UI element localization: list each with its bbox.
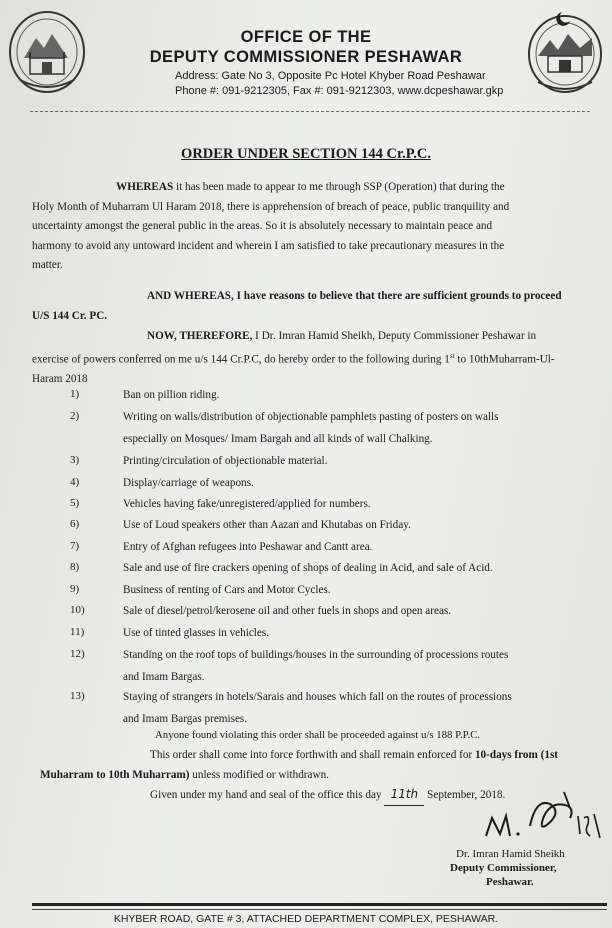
item-number: 5) [70, 497, 80, 509]
list-item: Use of Loud speakers other than Aazan and Khutabas on Friday. [123, 519, 411, 531]
list-item: Writing on walls/distribution of objectionable pamphlets pasting of posters on walls especially on Mosques/ Imam Bargah and all kinds of wall Chalking. [123, 411, 499, 445]
list-item: Sale and use of fire crackers opening of shops of dealing in Acid, and sale of Acid. [123, 562, 493, 574]
and-whereas-paragraph: AND WHEREAS, I have reasons to believe that there are sufficient grounds to proceed U/S 144 Cr. PC. [32, 290, 562, 322]
office-line-1: OFFICE OF THE [240, 28, 372, 46]
signatory-place: Peshawar. [486, 876, 534, 888]
office-address: Address: Gate No 3, Opposite Pc Hotel Khyber Road Peshawar [175, 70, 486, 82]
office-line-2: DEPUTY COMMISSIONER PESHAWAR [149, 48, 463, 66]
list-item: Business of renting of Cars and Motor Cycles. [123, 584, 331, 596]
footer-rule-thin [32, 909, 607, 910]
signature-scribble-icon [478, 778, 608, 848]
signatory-name: Dr. Imran Hamid Sheikh [456, 848, 565, 860]
list-item: Entry of Afghan refugees into Peshawar and Cantt area. [123, 541, 373, 553]
item-number: 1) [70, 388, 80, 400]
now-therefore-paragraph: NOW, THEREFORE, I Dr. Imran Hamid Sheikh, Deputy Commissioner Peshawar in exercise of powers conferred on me u/s 144 Cr.P.C, do hereby order to the following during 1st to 10thMuharram-Ul- Haram 2018 [32, 330, 555, 385]
list-item: Standing on the roof tops of buildings/houses in the surrounding of processions routes and Imam Bargas. [123, 649, 509, 683]
item-number: 11) [70, 626, 85, 638]
list-item: Printing/circulation of objectionable material. [123, 455, 328, 467]
list-item: Use of tinted glasses in vehicles. [123, 627, 270, 639]
whereas-paragraph: WHEREAS it has been made to appear to me through SSP (Operation) that during the Holy Month of Muharram Ul Haram 2018, there is apprehension of breach of peace, public tranquility and uncertainty amongst the general public in the areas. So it is absolutely necessary to maintain peace and harmony to avoid any untoward incident and wherein I am satisfied to take precautionary measures in the matter. [32, 181, 510, 272]
whereas-lead: WHEREAS [116, 181, 174, 193]
list-item: Staying of strangers in hotels/Sarais and houses which fall on the routes of processions and Imam Bargas premises. [123, 691, 512, 725]
header-divider [30, 111, 590, 112]
item-number: 2) [70, 410, 80, 422]
given-under-clause: Given under my hand and seal of the office this day 11th September, 2018. [32, 785, 585, 806]
list-item: Sale of diesel/petrol/kerosene oil and other fuels in shops and open areas. [123, 605, 452, 617]
item-number: 10) [70, 604, 85, 616]
office-contact: Phone #: 091-9212305, Fax #: 091-9212303, www.dcpeshawar.gkp [175, 85, 504, 97]
item-number: 8) [70, 561, 80, 573]
item-number: 3) [70, 454, 80, 466]
list-item: Ban on pillion riding. [123, 389, 220, 401]
order-title: ORDER UNDER SECTION 144 Cr.P.C. [181, 146, 431, 162]
given-day: 11th [384, 785, 424, 806]
item-number: 4) [70, 476, 80, 488]
item-number: 7) [70, 540, 80, 552]
footer-rule-thick [32, 903, 607, 906]
item-number: 13) [70, 690, 85, 702]
list-item: Vehicles having fake/unregistered/applied for numbers. [123, 498, 371, 510]
item-number: 9) [70, 583, 80, 595]
enforcement-clause: This order shall come into force forthwith and shall remain enforced for 10-days from (1st Muharram to 10th Muharram) unless modified or withdrawn. [40, 749, 559, 781]
violation-clause: Anyone found violating this order shall be proceeded against u/s 188 P.P.C. [155, 729, 481, 741]
footer-address: KHYBER ROAD, GATE # 3, ATTACHED DEPARTMENT COMPLEX, PESHAWAR. [113, 913, 499, 925]
list-item: Display/carriage of weapons. [123, 477, 254, 489]
item-number: 6) [70, 518, 80, 530]
item-number: 12) [70, 648, 85, 660]
signatory-designation: Deputy Commissioner, [450, 862, 557, 874]
